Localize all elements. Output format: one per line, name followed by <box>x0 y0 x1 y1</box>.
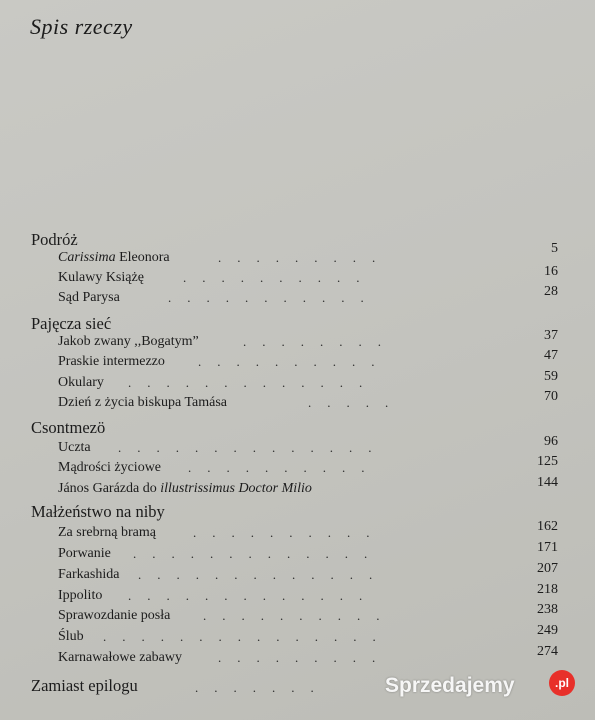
entry-title-italic: illustrissimus Doctor Milio <box>160 481 312 496</box>
leader-dots: .......... <box>203 608 396 623</box>
entry-title-italic: Carissima <box>58 250 116 265</box>
page-number: 70 <box>544 389 558 404</box>
page-number: 5 <box>551 241 558 256</box>
page-number: 249 <box>537 623 558 638</box>
page-number: 59 <box>544 369 558 384</box>
leader-dots: ........ <box>243 334 397 349</box>
sprzedajemy-watermark <box>385 670 575 706</box>
leader-dots: ....... <box>195 680 330 695</box>
toc-entry <box>58 454 558 480</box>
entry-title: Sąd Parysa <box>58 290 120 305</box>
page-number: 37 <box>544 328 558 343</box>
page-number: 274 <box>537 644 558 659</box>
toc-entry <box>58 369 558 395</box>
watermark-badge: .pl <box>549 670 575 696</box>
section-title: Zamiast epilogu <box>31 676 138 695</box>
leader-dots: .............. <box>118 440 388 455</box>
toc-entry <box>58 348 558 374</box>
entry-title: Okulary <box>58 375 104 390</box>
entry-title: Uczta <box>58 440 91 455</box>
page-number: 218 <box>537 582 558 597</box>
toc-entry <box>58 389 558 415</box>
section-title: Podróż <box>31 230 78 249</box>
toc-entry <box>58 434 558 460</box>
page-number: 96 <box>544 434 558 449</box>
leader-dots: ............. <box>138 567 389 582</box>
toc-entry <box>58 241 558 270</box>
page-number: 144 <box>537 475 558 490</box>
toc-entry <box>58 475 558 501</box>
leader-dots: .......... <box>183 270 376 285</box>
page-number: 28 <box>544 284 558 299</box>
leader-dots: .......... <box>193 525 386 540</box>
leader-dots: ........... <box>168 290 380 305</box>
toc-entry <box>58 582 558 608</box>
entry-title: Mądrości życiowe <box>58 460 162 475</box>
entry-title: Porwanie <box>58 546 111 561</box>
toc-entry <box>58 644 558 670</box>
leader-dots: ..... <box>308 395 405 410</box>
entry-title: Karnawałowe zabawy <box>58 650 182 665</box>
page-number: 16 <box>544 264 558 279</box>
toc-entry <box>58 519 558 545</box>
leader-dots: ......... <box>218 250 392 265</box>
entry-title: Za srebrną bramą <box>58 525 156 540</box>
entry-title: Jakob zwany ,,Bogatym” <box>58 334 199 349</box>
entry-title: Ślub <box>58 629 84 644</box>
page-title: Spis rzeczy <box>30 14 133 39</box>
entry-title: Dzień z życia biskupa Tamása <box>58 395 228 410</box>
page-number: 238 <box>537 602 558 617</box>
toc-entry <box>58 284 558 310</box>
entry-title: Praskie intermezzo <box>58 354 165 369</box>
toc-entry <box>58 561 558 587</box>
leader-dots: ............. <box>133 546 384 561</box>
toc-entry <box>58 328 558 354</box>
toc-entry <box>58 540 558 566</box>
page-number: 207 <box>537 561 558 576</box>
page-number: 47 <box>544 348 558 363</box>
section-title: Małżeństwo na niby <box>31 502 165 521</box>
page-number: 171 <box>537 540 558 555</box>
entry-title: Kulawy Książę <box>58 270 144 285</box>
leader-dots: ............. <box>128 588 379 603</box>
toc-entry <box>58 602 558 628</box>
leader-dots: ............. <box>128 375 379 390</box>
entry-title: János Garázda do <box>58 481 161 496</box>
entry-title: Sprawozdanie posła <box>58 608 171 623</box>
page-number: 125 <box>537 454 558 469</box>
section-title: Pajęcza sieć <box>31 314 112 333</box>
section-title: Csontmezö <box>31 418 106 437</box>
entry-title: Farkashida <box>58 567 120 582</box>
toc-entry <box>58 623 558 649</box>
toc-entry <box>58 264 558 290</box>
leader-dots: .......... <box>198 354 391 369</box>
leader-dots: ......... <box>218 650 392 665</box>
page-number: 162 <box>537 519 558 534</box>
leader-dots: ............... <box>103 629 392 644</box>
watermark-text: Sprzedajemy <box>385 674 515 697</box>
leader-dots: .......... <box>188 460 381 475</box>
entry-title: Eleonora <box>115 250 170 265</box>
entry-title: Ippolito <box>58 588 103 603</box>
